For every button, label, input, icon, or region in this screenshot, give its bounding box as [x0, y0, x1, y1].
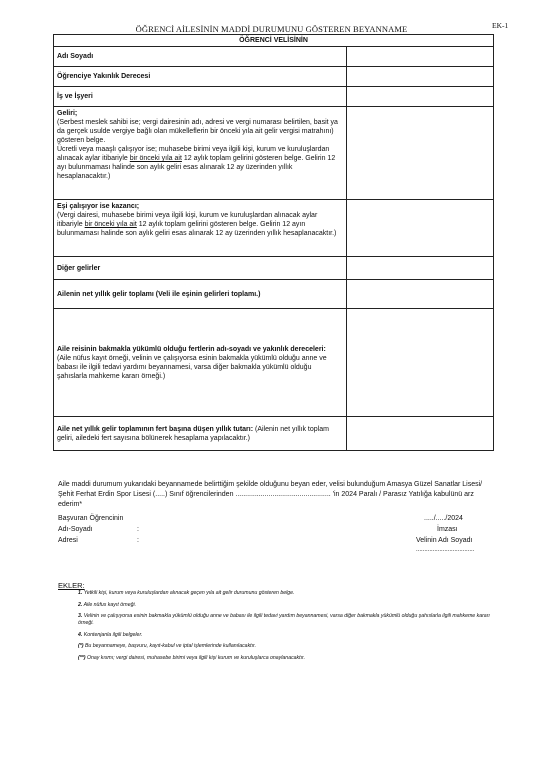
list-item: 3. Velinin ve çalışıyorsa esinin bakmakla yükümlü olduğu anne ve babası ile ilgili tedavi yardım beyannamesi, varsa diğer bakmakla yükümlü olduğu şahıslarla ilgili mahkeme kararı örneği. — [78, 613, 490, 626]
signature-label: İmzası — [437, 526, 458, 533]
field-job[interactable] — [347, 87, 494, 107]
list-item: (*) Bu beyannameye, başvuru, kayıt-kabul ve iptal işlemlerinde kullanılacaktır. — [78, 643, 257, 649]
field-other-income[interactable] — [347, 257, 494, 280]
document-code: EK-1 — [492, 21, 509, 30]
document-title: ÖĞRENCİ AİLESİNİN MADDİ DURUMUNU GÖSTEREN BEYANNAME — [135, 24, 408, 34]
address-colon: : — [137, 537, 139, 544]
field-relation[interactable] — [347, 67, 494, 87]
row-label-relation: Öğrenciye Yakınlık Derecesi — [54, 67, 347, 87]
list-item: 1. Yetkili kişi, kurum veya kuruluşlardan alınacak geçen yıla ait gelir durumunu gösteren belge. — [78, 590, 295, 596]
address-label: Adresi — [58, 537, 78, 544]
row-label-net-income: Ailenin net yıllık gelir toplamı (Veli ile eşinin gelirleri toplamı.) — [54, 280, 347, 309]
row-label-job: İş ve İşyeri — [54, 87, 347, 107]
ekler-title: EKLER: — [58, 581, 85, 590]
row-label-dependents: Aile reisinin bakmakla yükümlü olduğu fertlerin adı-soyadı ve yakınlık dereceleri: (Aile nüfus kayıt örneği, velinin ve çalışıyorsa esinin bakmakla yükümlü olduğu anne ve babası ile ilgili tedavi yardımı beyannamesi, varsa diğer bakmakla yükümlü olduğu şahıslarla mahkeme kararı örneği.) — [54, 309, 347, 417]
applicant-label: Başvuran Öğrencinin — [58, 515, 124, 522]
field-net-income[interactable] — [347, 280, 494, 309]
row-label-name: Adı Soyadı — [54, 47, 347, 67]
list-item: 4. Kontenjanla ilgili belgeler. — [78, 631, 143, 638]
section-title: ÖĞRENCİ VELİSİNİN — [54, 35, 494, 47]
parent-name-line[interactable]: ................................... — [416, 547, 475, 553]
row-label-per-capita: Aile net yıllık gelir toplamının fert başına düşen yıllık tutarı: (Ailenin net yıllık toplam geliri, ailedeki fert sayısına bölünerek hesaplama yapılacaktır.) — [54, 417, 347, 451]
declaration-form-table — [53, 34, 494, 451]
declaration-text: Aile maddi durumum yukarıdaki beyannamede belirttiğim şekilde olduğunu beyan eder, velisi bulunduğum Amasya Güzel Sanatlar Lisesi/Şehit Ferhat Erdin Spor Lisesi (.....) Sınıf öğrencilerinden ................................................. 'in 2024 Paralı / Parasız Yatılığa kabulünü arz ederim* — [58, 481, 483, 508]
field-per-capita[interactable] — [347, 417, 494, 451]
field-spouse-income[interactable] — [347, 200, 494, 257]
name-label: Adı-Soyadı — [58, 526, 93, 533]
list-item: (**) Onay kısmı; vergi dairesi, muhasebe birimi veya ilgili kişi kurum ve kuruluşlarca onaylanacaktır. — [78, 654, 306, 661]
parent-name-label: Velinin Adı Soyadı — [416, 537, 473, 544]
field-name[interactable] — [347, 47, 494, 67]
row-label-other-income: Diğer gelirler — [54, 257, 347, 280]
name-colon: : — [137, 526, 139, 533]
field-dependents[interactable] — [347, 309, 494, 417]
row-label-spouse-income: Eşi çalışıyor ise kazancı; (Vergi dairesi, muhasebe birimi veya ilgili kişi, kurum ve kuruluşlardan alınacak aylar itibariyle bir önceki yıla ait 12 aylık toplam gelirini gösteren belge. Gelirin 12 ayın bulunmaması halinde son aylık geliri esas alınarak 12 ay üzerinden yıllık hesaplanacaktır.) — [54, 200, 347, 257]
ekler-list — [78, 590, 498, 666]
date-field[interactable]: ...../...../2024 — [424, 515, 463, 522]
row-label-income: Geliri; (Serbest meslek sahibi ise; vergi dairesinin adı, adresi ve vergi numarası belirtilen, basit ya da gerçek usulde vergiye bağlı olan mükelleflerin bir önceki yıla ait gelir vergisi matrahını) gösteren belge. Ücretli veya maaşlı çalışıyor ise; muhasebe birimi veya ilgili kişi, kurum ve kuruluşlardan alınacak aylar itibariyle bir önceki yıla ait 12 aylık toplam gelirini gösteren belge. Gelirin 12 ayı bulunmaması halinde son aylık geliri esas alınarak 12 ay üzerinden yıllık hesaplanacaktır.) — [54, 107, 347, 200]
list-item: 2. Aile nüfus kayıt örneği. — [78, 601, 137, 608]
field-income[interactable] — [347, 107, 494, 200]
